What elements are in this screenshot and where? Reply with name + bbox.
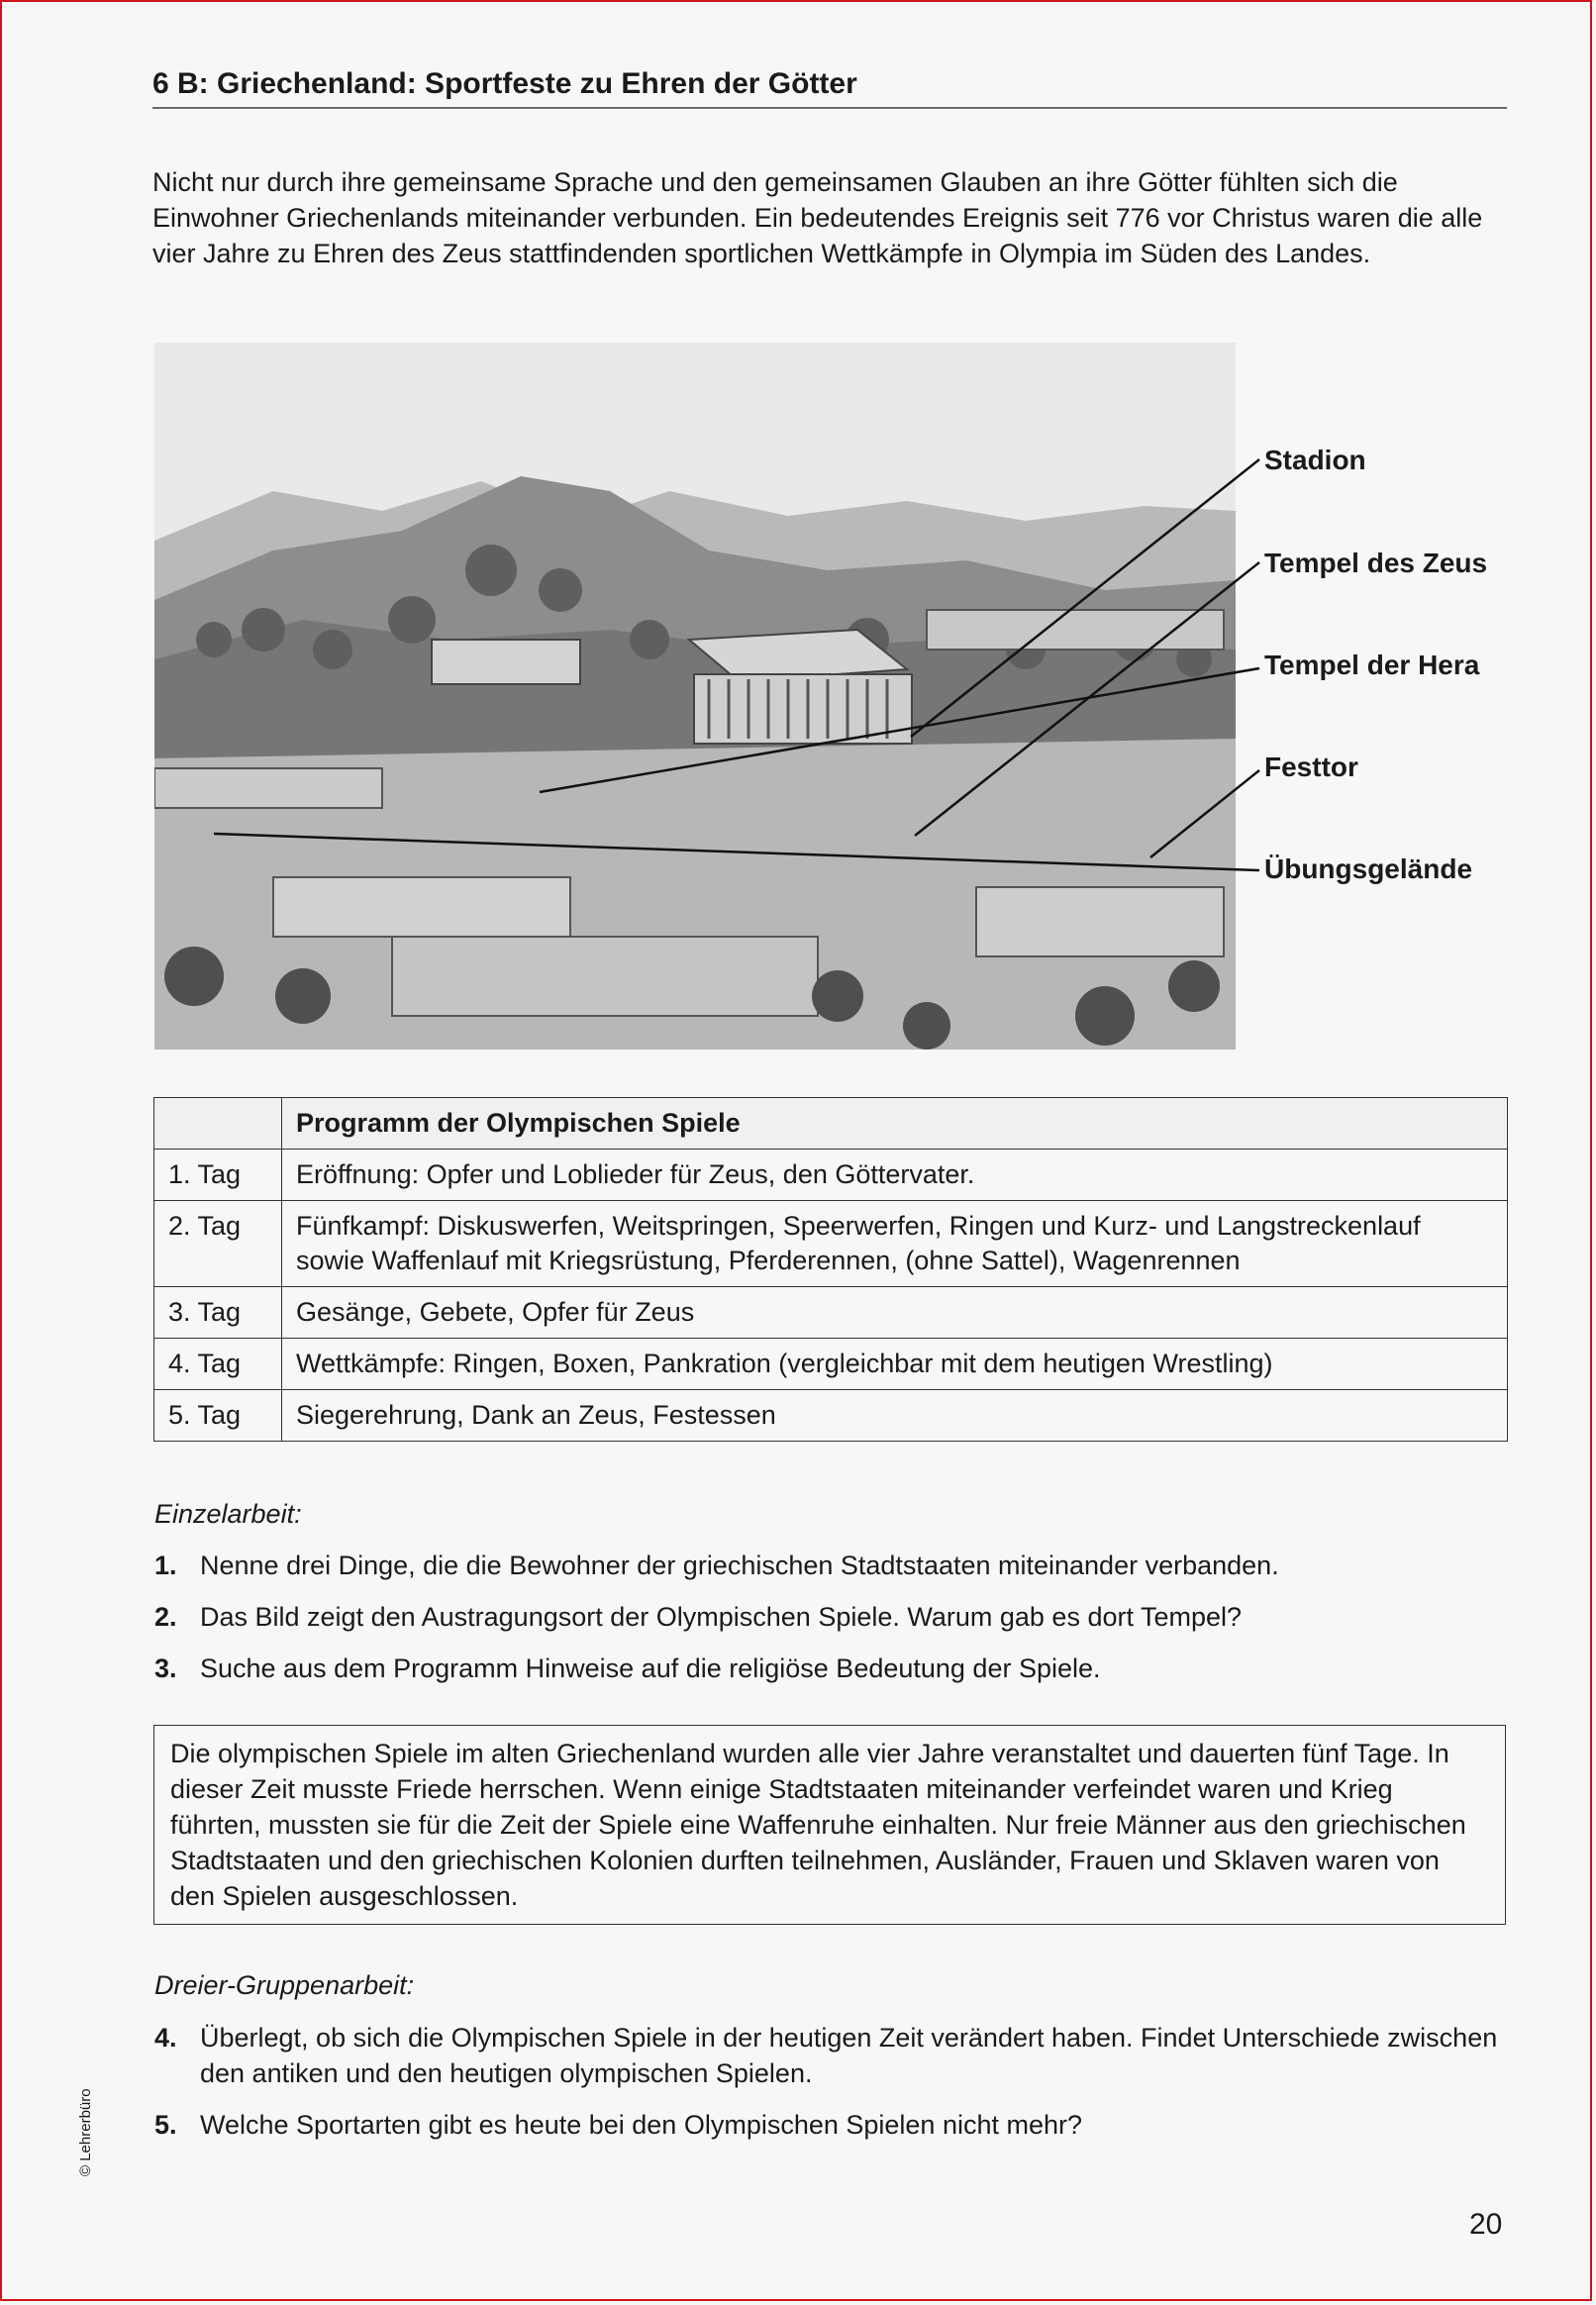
page-title: 6 B: Griechenland: Sportfeste zu Ehren der Götter [152,61,1507,109]
page-number: 20 [1469,2208,1503,2241]
table-header-row [154,1098,1508,1150]
intro-paragraph: Nicht nur durch ihre gemeinsame Sprache und den gemeinsamen Glauben an ihre Götter fühlten sich die Einwohner Griechenlands miteinander verbunden. Ein bedeutendes Ereignis seit 776 vor Christus waren die alle vier Jahre zu Ehren des Zeus stattfindenden sportlichen Wettkämpfe in Olympia im Süden des Landes. [152,167,1483,268]
task-number: 4. [154,2023,177,2053]
task-number: 2. [154,1602,177,1632]
task-number: 5. [154,2110,177,2140]
table-day-cell: 3. Tag [154,1287,282,1339]
leader-line-hera [540,668,1259,792]
table-row [154,1150,1508,1201]
task-item [154,1548,1511,1583]
table-day-cell: 4. Tag [154,1339,282,1390]
table-text-cell: Eröffnung: Opfer und Loblieder für Zeus, den Göttervater. [282,1150,1508,1201]
program-table [153,1097,1508,1442]
table-header-empty-cell [154,1098,282,1150]
table-row [154,1339,1508,1390]
table-header: Programm der Olympischen Spiele [282,1098,1508,1150]
table-text-cell: Fünfkampf: Diskuswerfen, Weitspringen, Speerwerfen, Ringen und Kurz- und Langstreckenlauf sowie Waffenlauf mit Kriegsrüstung, Pferderennen, (ohne Sattel), Wagenrennen [282,1201,1508,1287]
task-number: 3. [154,1654,177,1683]
task-number: 1. [154,1551,177,1580]
label-uebungsgelaende: Übungsgelände [1264,853,1473,884]
table-day-cell: 1. Tag [154,1150,282,1201]
table-day-cell: 2. Tag [154,1201,282,1287]
table-text-cell: Siegerehrung, Dank an Zeus, Festessen [282,1390,1508,1442]
label-festtor: Festtor [1264,752,1358,782]
task-text: Überlegt, ob sich die Olympischen Spiele in der heutigen Zeit verändert haben. Findet Unterschiede zwischen den antiken und den heutigen olympischen Spielen. [200,2023,1498,2088]
table-row [154,1390,1508,1442]
individual-work-heading: Einzelarbeit: [154,1499,302,1529]
task-text: Das Bild zeigt den Austragungsort der Olympischen Spiele. Warum gab es dort Tempel? [200,1602,1243,1632]
table-text-cell: Wettkämpfe: Ringen, Boxen, Pankration (vergleichbar mit dem heutigen Wrestling) [282,1339,1508,1390]
leader-line-stadion [911,459,1259,737]
table-row [154,1201,1508,1287]
task-item [154,1599,1511,1635]
task-text: Welche Sportarten gibt es heute bei den Olympischen Spielen nicht mehr? [200,2110,1083,2140]
task-text: Suche aus dem Programm Hinweise auf die religiöse Bedeutung der Spiele. [200,1654,1101,1683]
info-box: Die olympischen Spiele im alten Griechenland wurden alle vier Jahre veranstaltet und dauerten fünf Tage. In dieser Zeit musste Friede herrschen. Wenn einige Stadtstaaten miteinander verfeindet waren und Krieg führten, mussten sie für die Zeit der Spiele eine Waffenruhe einhalten. Nur freie Männer aus den griechischen Stadtstaaten und den griechischen Kolonien durften teilnehmen, Ausländer, Frauen und Sklaven waren von den Spielen ausgeschlossen. [153,1725,1506,1925]
label-stadion: Stadion [1264,445,1366,475]
table-text-cell: Gesänge, Gebete, Opfer für Zeus [282,1287,1508,1339]
label-tempel-der-hera: Tempel der Hera [1264,650,1480,680]
task-text: Nenne drei Dinge, die die Bewohner der griechischen Stadtstaaten miteinander verbanden. [200,1551,1279,1580]
leader-line-festtor [1150,770,1259,857]
task-item [154,2107,1511,2143]
leader-line-uebung [214,834,1259,870]
copyright-notice: © Lehrerbüro [77,2088,94,2176]
table-row [154,1287,1508,1339]
figure-leader-lines [2,2,1596,1052]
table-day-cell: 5. Tag [154,1390,282,1442]
group-work-heading: Dreier-Gruppenarbeit: [154,1970,415,2000]
task-item [154,2020,1511,2091]
task-item [154,1651,1511,1686]
label-tempel-des-zeus: Tempel des Zeus [1264,548,1488,578]
